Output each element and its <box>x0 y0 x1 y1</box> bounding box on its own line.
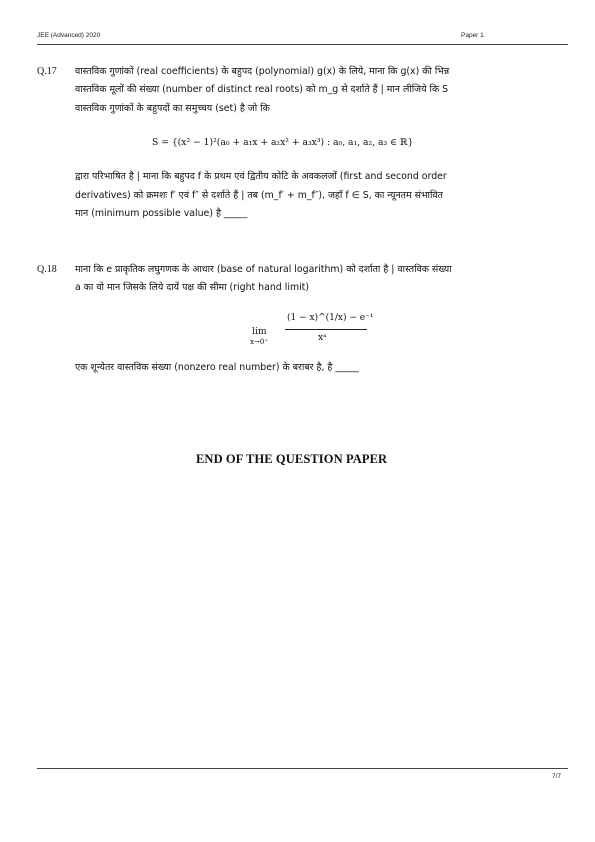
limit-operator: lim <box>252 326 267 337</box>
q17-line-6: मान (minimum possible value) है _____ <box>75 208 248 219</box>
q18-line-1: माना कि e प्राकृतिक लघुगणक के आधार (base of natural logarithm) को दर्शाता है | वास्तविक संख्या <box>75 264 452 275</box>
q17-set-equation: S = {(x² − 1)²(a₀ + a₁x + a₂x² + a₃x³) : a₀, a₁, a₂, a₃ ∈ ℝ} <box>152 137 414 148</box>
limit-denominator: xᵃ <box>318 333 327 343</box>
exam-title: JEE (Advanced) 2020 <box>37 32 101 39</box>
limit-numerator: (1 − x)^(1/x) − e⁻¹ <box>287 313 374 323</box>
end-of-paper-text: END OF THE QUESTION PAPER <box>196 452 388 466</box>
question-number-17: Q.17 <box>37 66 57 77</box>
footer-rule <box>37 768 568 769</box>
q17-line-2: वास्तविक मूलों की संख्या (number of distinct real roots) को m_g से दर्शाते हैं | मान लीजिये कि S <box>75 84 449 95</box>
paper-label: Paper 1 <box>461 32 484 39</box>
limit-subscript: x→0⁺ <box>250 338 268 346</box>
q17-line-3: वास्तविक गुणांकों के बहुपदों का समुच्चय (set) है जो कि <box>75 103 270 114</box>
q17-line-4: द्वारा परिभाषित है | माना कि बहुपद f के प्रथम एवं द्वितीय कोटि के अवकलजों (first and second order <box>75 171 447 182</box>
q17-line-5: derivatives) को क्रमशः f′ एवं f″ से दर्शाते हैं | तब (m_f′ + m_f″), जहाँ f ∈ S, का न्यूनतम संभावित <box>75 190 443 201</box>
fraction-bar <box>285 329 367 330</box>
q18-line-2: a का वो मान जिसके लिये दायें पक्ष की सीमा (right hand limit) <box>75 282 310 293</box>
question-number-18: Q.18 <box>37 264 57 275</box>
page-number: 7/7 <box>552 773 562 780</box>
header-rule <box>37 44 568 45</box>
q17-line-1: वास्तविक गुणांकों (real coefficients) के बहुपद (polynomial) g(x) के लिये, माना कि g(x) की भिन्न <box>75 66 450 77</box>
q18-line-3: एक शून्येतर वास्तविक संख्या (nonzero real number) के बराबर है, है _____ <box>75 362 359 373</box>
